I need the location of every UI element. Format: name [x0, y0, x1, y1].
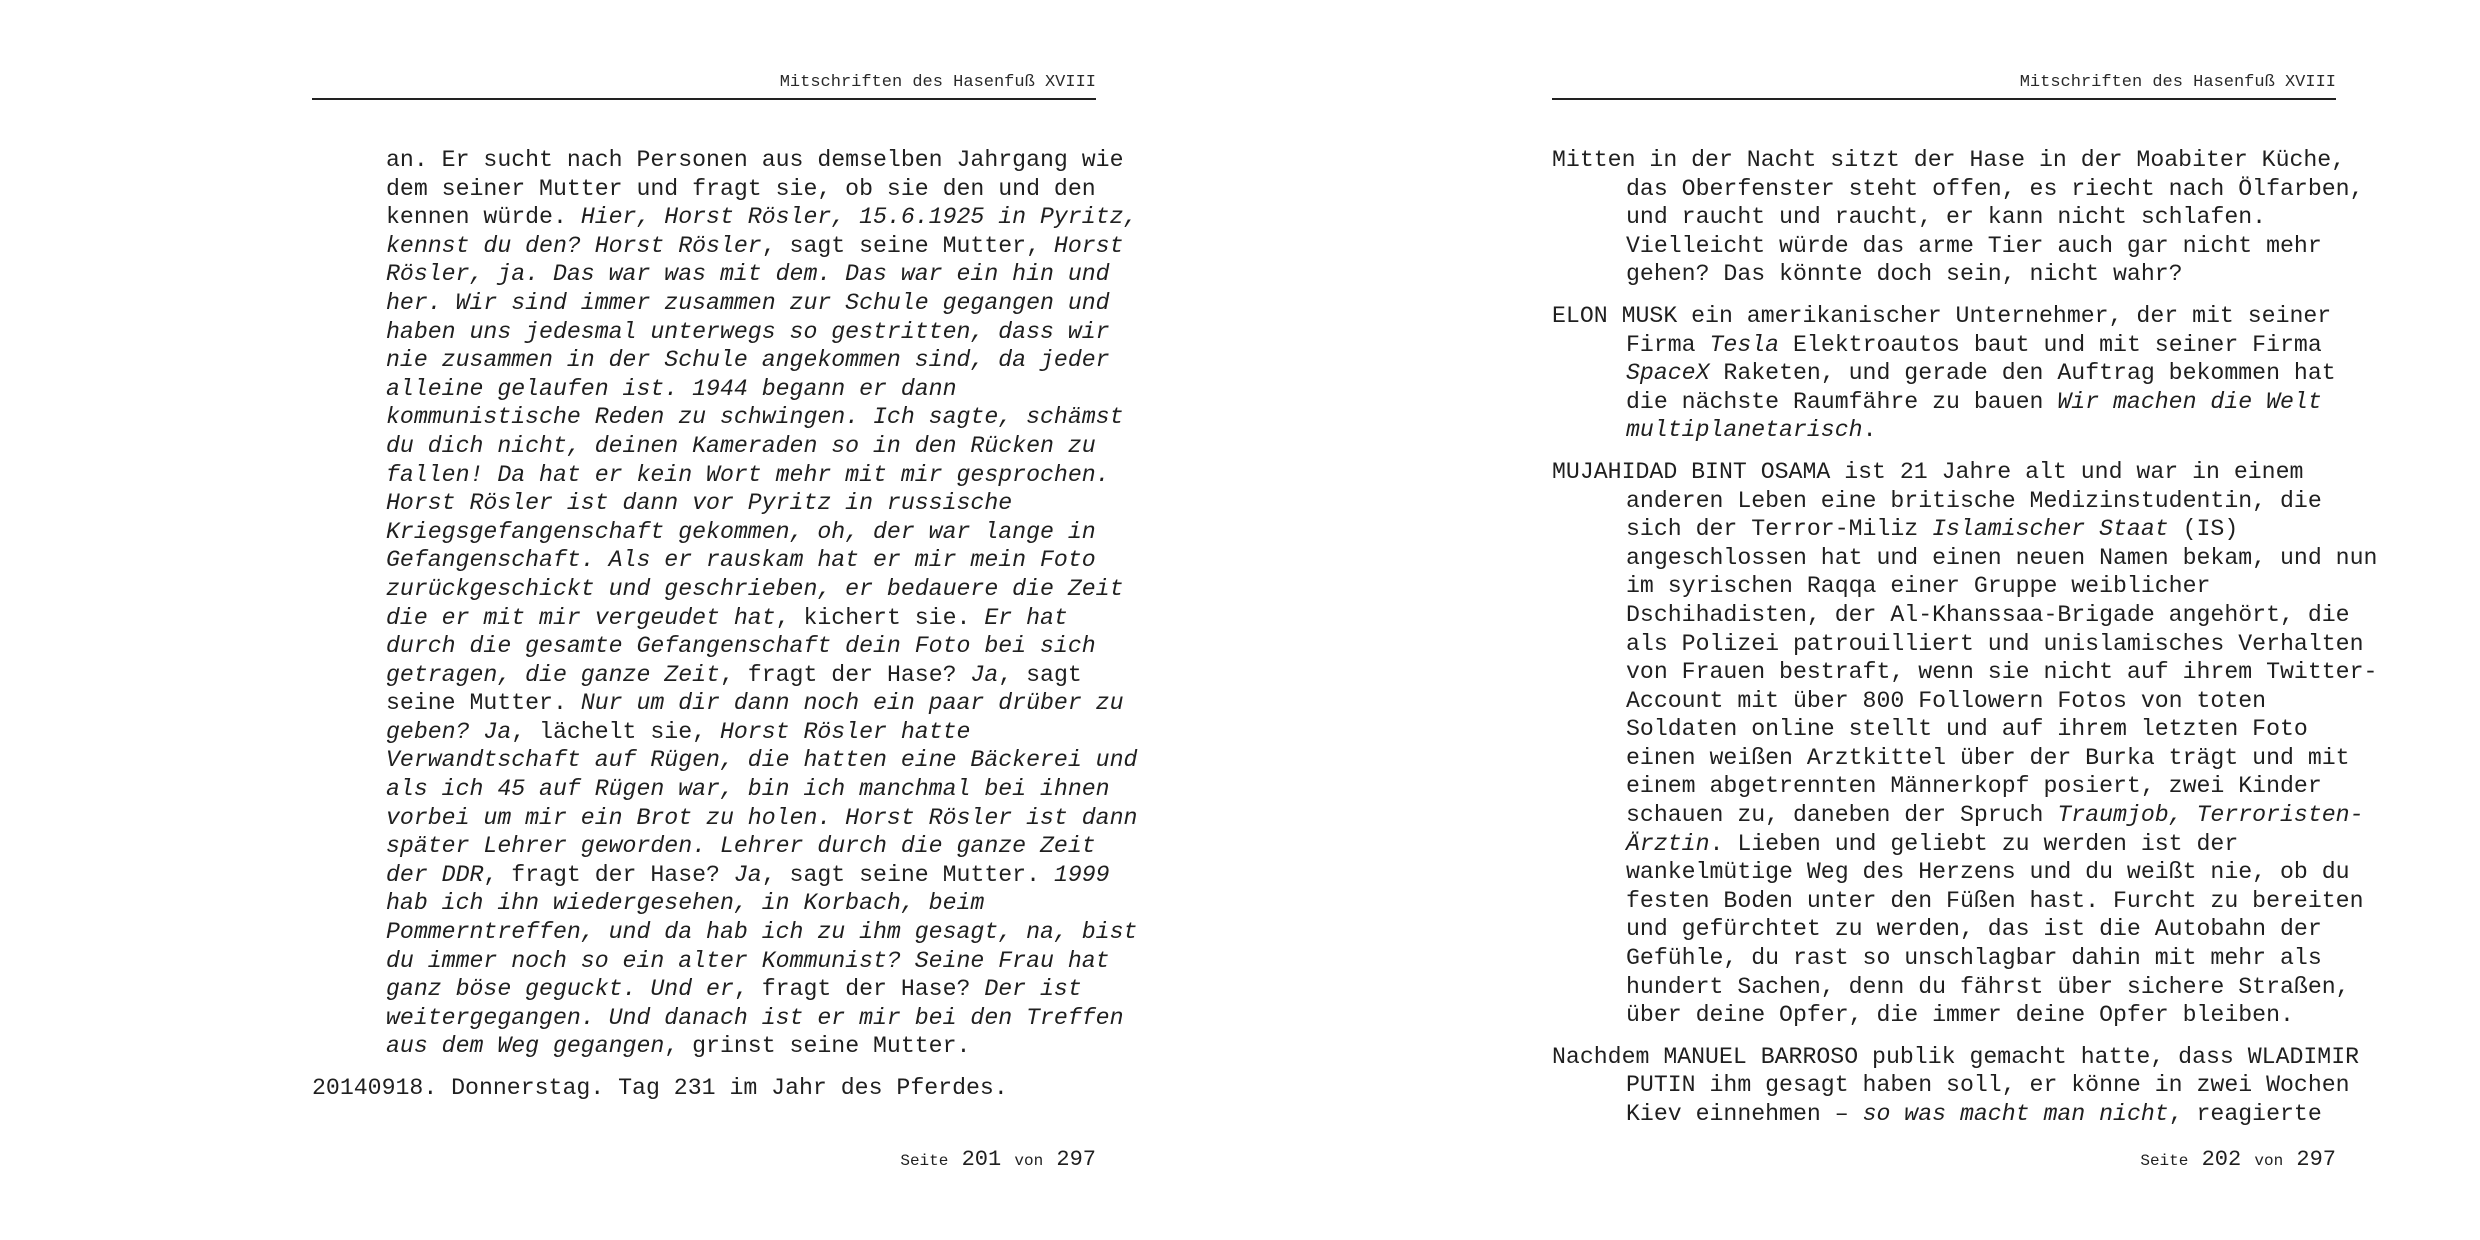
text-line — [1552, 658, 2378, 687]
text-line — [1552, 744, 2350, 773]
current-page-number: 201 — [961, 1147, 1002, 1172]
text-run: , reagierte — [2168, 1101, 2322, 1127]
text-line — [1552, 146, 2346, 175]
text-line — [1552, 944, 2336, 973]
italic-text: Ja — [733, 861, 762, 888]
italic-text: haben uns jedesmal unterwegs so gestritten, dass wir — [386, 318, 1110, 345]
text-line — [312, 775, 1110, 804]
italic-text: Er hat — [984, 604, 1068, 631]
text-run: das Oberfenster steht offen, es riecht nach Ölfarben, — [1626, 175, 2364, 202]
text-run: , fragt der Hase? — [483, 861, 734, 888]
text-run: und gefürchtet zu werden, das ist die Autobahn der — [1626, 916, 2322, 943]
text-line — [312, 861, 1110, 890]
text-line — [1552, 175, 2364, 204]
text-line — [312, 804, 1138, 833]
paragraph — [1552, 146, 2364, 289]
text-line — [1552, 544, 2378, 573]
text-run: . — [1862, 417, 1877, 444]
italic-text: Horst Rösler ist dann vor Pyritz in russische — [386, 490, 1013, 517]
text-line — [1552, 1043, 2360, 1072]
text-run: sich der Terror-Miliz — [1626, 516, 1933, 543]
text-run: . Lieben und geliebt zu werden ist der — [1709, 830, 2239, 857]
text-line — [312, 575, 1124, 604]
text-line — [312, 489, 1096, 518]
text-run: wankelmütige Weg des Herzens und du weißt nie, ob du — [1626, 859, 2350, 886]
text-line — [312, 546, 1096, 575]
text-run: Account mit über 800 Followern Fotos von toten — [1626, 687, 2267, 714]
italic-text: zurückgeschickt und geschrieben, er bedauere die Zeit — [386, 575, 1124, 602]
text-line — [1552, 772, 2336, 801]
running-header: Mitschriften des Hasenfuß XVIII — [1552, 72, 2336, 100]
italic-text: Wir machen die Welt — [2057, 388, 2322, 415]
text-run: die nächste Raumfähre zu bauen — [1626, 388, 2058, 415]
text-run: im syrischen Raqqa einer Gruppe weiblicher — [1626, 573, 2211, 600]
text-run: , fragt der Hase? — [733, 976, 985, 1003]
text-line — [1552, 887, 2364, 916]
text-run: Firma — [1626, 331, 1710, 358]
text-line — [1552, 331, 2336, 360]
italic-text: nie zusammen in der Schule angekommen sind, da jeder — [386, 347, 1110, 374]
text-line — [312, 689, 1124, 718]
footer-prefix: Seite — [2140, 1152, 2189, 1170]
text-run: Dschihadisten, der Al-Khanssaa-Brigade angehört, die — [1626, 601, 2350, 628]
text-line — [312, 518, 1096, 547]
text-run: einen weißen Arztkittel über der Burka trägt und mit — [1626, 744, 2350, 771]
text-line — [312, 975, 1096, 1004]
paragraph — [1552, 302, 2336, 445]
text-run: festen Boden unter den Füßen hast. Furcht zu bereiten — [1626, 887, 2364, 914]
text-line — [312, 203, 1138, 232]
italic-text: Tesla — [1709, 331, 1780, 358]
footer-of: von — [1014, 1152, 1044, 1170]
italic-text: du immer noch so ein alter Kommunist? Seine Frau hat — [386, 947, 1110, 974]
text-line — [1552, 302, 2336, 331]
text-run: ELON MUSK ein amerikanischer Unternehmer, der mit seiner — [1552, 302, 2332, 329]
italic-text: 1999 — [1053, 861, 1110, 888]
italic-text: vorbei um mir ein Brot zu holen. Horst Rösler ist dann — [386, 804, 1138, 831]
text-run: PUTIN ihm gesagt haben soll, er könne in zwei Wochen — [1626, 1072, 2350, 1099]
text-line — [1552, 1001, 2336, 1030]
text-run: , sagt — [998, 661, 1082, 688]
text-run: Elektroautos baut und mit seiner Firma — [1779, 331, 2322, 358]
text-run: dem seiner Mutter und fragt sie, ob sie den und den — [386, 175, 1096, 202]
italic-text: Kriegsgefangenschaft gekommen, oh, der war lange in — [386, 518, 1096, 545]
text-run: kennen würde. — [386, 204, 581, 231]
text-line — [312, 718, 1096, 747]
text-line — [1552, 715, 2336, 744]
italic-text: Rösler, ja. Das war was mit dem. Das war ein hin und — [386, 261, 1110, 288]
text-line — [312, 403, 1124, 432]
text-run: seine Mutter. — [386, 690, 581, 717]
italic-text: Nur um dir dann noch ein paar drüber zu — [580, 690, 1124, 717]
italic-text: kennst du den? Horst Rösler — [386, 232, 762, 259]
text-line — [312, 746, 1138, 775]
text-line — [312, 604, 1096, 633]
text-run: gehen? Das könnte doch sein, nicht wahr? — [1626, 261, 2183, 288]
text-run: Kiev einnehmen – — [1626, 1101, 1863, 1127]
text-line — [312, 1032, 1096, 1061]
text-run: (IS) — [2168, 516, 2239, 543]
text-run: anderen Leben eine britische Medizinstudentin, die — [1626, 487, 2322, 514]
text-run: , fragt der Hase? — [719, 661, 971, 688]
text-run: , kichert sie. — [775, 604, 985, 631]
italic-text: weitergegangen. Und danach ist er mir bei den Treffen — [386, 1004, 1124, 1031]
text-run: , grinst seine Mutter. — [664, 1033, 971, 1060]
text-line — [1552, 915, 2336, 944]
italic-text: ganz böse geguckt. Und er — [386, 976, 734, 1003]
footer-prefix: Seite — [900, 1152, 949, 1170]
text-run: schauen zu, daneben der Spruch — [1626, 802, 2058, 829]
text-run: Raketen, und gerade den Auftrag bekommen hat — [1709, 360, 2336, 387]
italic-text: aus dem Weg gegangen — [386, 1033, 665, 1060]
text-line — [312, 947, 1110, 976]
text-run: als Polizei patrouilliert und unislamisches Verhalten — [1626, 630, 2364, 657]
left-page-body — [312, 146, 1138, 1103]
text-line — [1552, 1100, 2336, 1129]
text-run: einem abgetrennten Männerkopf posiert, zwei Kinder — [1626, 773, 2322, 800]
italic-text: alleine gelaufen ist. 1944 begann er dann — [386, 375, 957, 402]
text-line — [312, 432, 1096, 461]
italic-text: Gefangenschaft. Als er rauskam hat er mir mein Foto — [386, 547, 1096, 574]
text-line — [1552, 458, 2336, 487]
italic-text: Pommerntreffen, und da hab ich zu ihm gesagt, na, bist — [386, 919, 1138, 946]
text-line — [1552, 232, 2336, 261]
text-run: und raucht und raucht, er kann nicht schlafen. — [1626, 204, 2267, 231]
italic-text: hab ich ihn wiedergesehen, in Korbach, beim — [386, 890, 985, 917]
running-header: Mitschriften des Hasenfuß XVIII — [312, 72, 1096, 100]
total-page-count: 297 — [1056, 1147, 1096, 1172]
text-line — [312, 461, 1110, 490]
text-line — [312, 918, 1138, 947]
text-line — [312, 346, 1110, 375]
italic-text: so was macht man nicht — [1862, 1101, 2169, 1127]
italic-text: Horst Rösler hatte — [719, 718, 971, 745]
total-page-count: 297 — [2296, 1147, 2336, 1172]
text-line — [1552, 203, 2336, 232]
text-run: , lächelt sie, — [511, 718, 720, 745]
italic-text: Islamischer Staat — [1932, 516, 2169, 543]
text-line — [312, 632, 1096, 661]
text-line — [1552, 601, 2350, 630]
italic-text: die er mit mir vergeudet hat — [386, 604, 776, 631]
text-run: Vielleicht würde das arme Tier auch gar nicht mehr — [1626, 232, 2322, 259]
text-line — [312, 232, 1124, 261]
italic-text: der DDR — [386, 861, 484, 888]
text-run: Soldaten online stellt und auf ihrem letzten Foto — [1626, 716, 2308, 743]
right-page-body — [1552, 146, 2378, 1129]
right-page — [1240, 0, 2480, 1240]
text-line — [312, 1004, 1124, 1033]
text-line — [1552, 687, 2336, 716]
text-line — [1552, 416, 2336, 445]
italic-text: SpaceX — [1626, 360, 1710, 387]
italic-text: Traumjob, Terroristen- — [2057, 802, 2364, 829]
text-run: , sagt seine Mutter. — [761, 861, 1054, 888]
italic-text: Der ist — [984, 976, 1082, 1003]
italic-text: du dich nicht, deinen Kameraden so in den Rücken zu — [386, 432, 1096, 459]
italic-text: getragen, die ganze Zeit — [386, 661, 720, 688]
text-line — [312, 146, 1124, 175]
text-run: über deine Opfer, die immer deine Opfer bleiben. — [1626, 1002, 2294, 1029]
current-page-number: 202 — [2201, 1147, 2242, 1172]
page-number-footer — [1552, 1146, 2336, 1175]
italic-text: fallen! Da hat er kein Wort mehr mit mir gesprochen. — [386, 461, 1110, 488]
diary-entry-heading: 20140918. Donnerstag. Tag 231 im Jahr des Pferdes. — [312, 1075, 1008, 1101]
italic-text: Ärztin — [1626, 830, 1710, 857]
text-run: hundert Sachen, denn du fährst über sichere Straßen, — [1626, 973, 2350, 1000]
text-line — [1552, 515, 2336, 544]
text-line — [312, 318, 1110, 347]
text-run: , sagt seine Mutter, — [761, 232, 1054, 259]
text-line — [312, 175, 1096, 204]
text-line — [1552, 858, 2350, 887]
text-line — [312, 661, 1096, 690]
italic-text: multiplanetarisch — [1626, 417, 1863, 444]
text-run: an. Er sucht nach Personen aus demselben Jahrgang wie — [386, 147, 1124, 173]
text-run: MUJAHIDAD BINT OSAMA ist 21 Jahre alt und war in einem — [1552, 458, 2304, 485]
italic-text: durch die gesamte Gefangenschaft dein Foto bei sich — [386, 633, 1096, 660]
text-line — [1552, 388, 2336, 417]
italic-text: Horst — [1053, 232, 1124, 259]
text-line — [312, 889, 1096, 918]
text-run: von Frauen bestraft, wenn sie nicht auf ihrem Twitter- — [1626, 659, 2378, 686]
text-line — [1552, 260, 2336, 289]
paragraph — [1552, 1043, 2360, 1129]
italic-text: kommunistische Reden zu schwingen. Ich sagte, schämst — [386, 404, 1124, 431]
italic-text: Hier, Horst Rösler, 15.6.1925 in Pyritz, — [580, 204, 1138, 231]
text-line — [1552, 1071, 2350, 1100]
text-line — [312, 375, 1096, 404]
text-line — [1552, 801, 2364, 830]
text-line — [312, 289, 1110, 318]
text-run: Nachdem MANUEL BARROSO publik gemacht hatte, dass WLADIMIR — [1552, 1043, 2360, 1070]
text-line — [1552, 359, 2336, 388]
text-run: Gefühle, du rast so unschlagbar dahin mit mehr als — [1626, 945, 2322, 972]
footer-of: von — [2254, 1152, 2284, 1170]
text-line — [312, 260, 1110, 289]
italic-text: her. Wir sind immer zusammen zur Schule gegangen und — [386, 289, 1110, 316]
text-line — [312, 832, 1096, 861]
italic-text: Ja — [970, 661, 999, 688]
page-number-footer — [312, 1146, 1096, 1175]
italic-text: geben? Ja — [386, 718, 512, 745]
italic-text: später Lehrer geworden. Lehrer durch die ganze Zeit — [386, 833, 1096, 860]
text-run: Mitten in der Nacht sitzt der Hase in der Moabiter Küche, — [1552, 147, 2346, 173]
text-line — [1552, 973, 2350, 1002]
text-run: angeschlossen hat und einen neuen Namen bekam, und nun — [1626, 544, 2378, 571]
italic-text: als ich 45 auf Rügen war, bin ich manchmal bei ihnen — [386, 776, 1110, 803]
text-line — [1552, 830, 2336, 859]
text-line — [1552, 572, 2336, 601]
italic-text: Verwandtschaft auf Rügen, die hatten eine Bäckerei und — [386, 747, 1138, 774]
text-line — [1552, 630, 2364, 659]
paragraph — [1552, 458, 2378, 1030]
text-line — [1552, 487, 2336, 516]
